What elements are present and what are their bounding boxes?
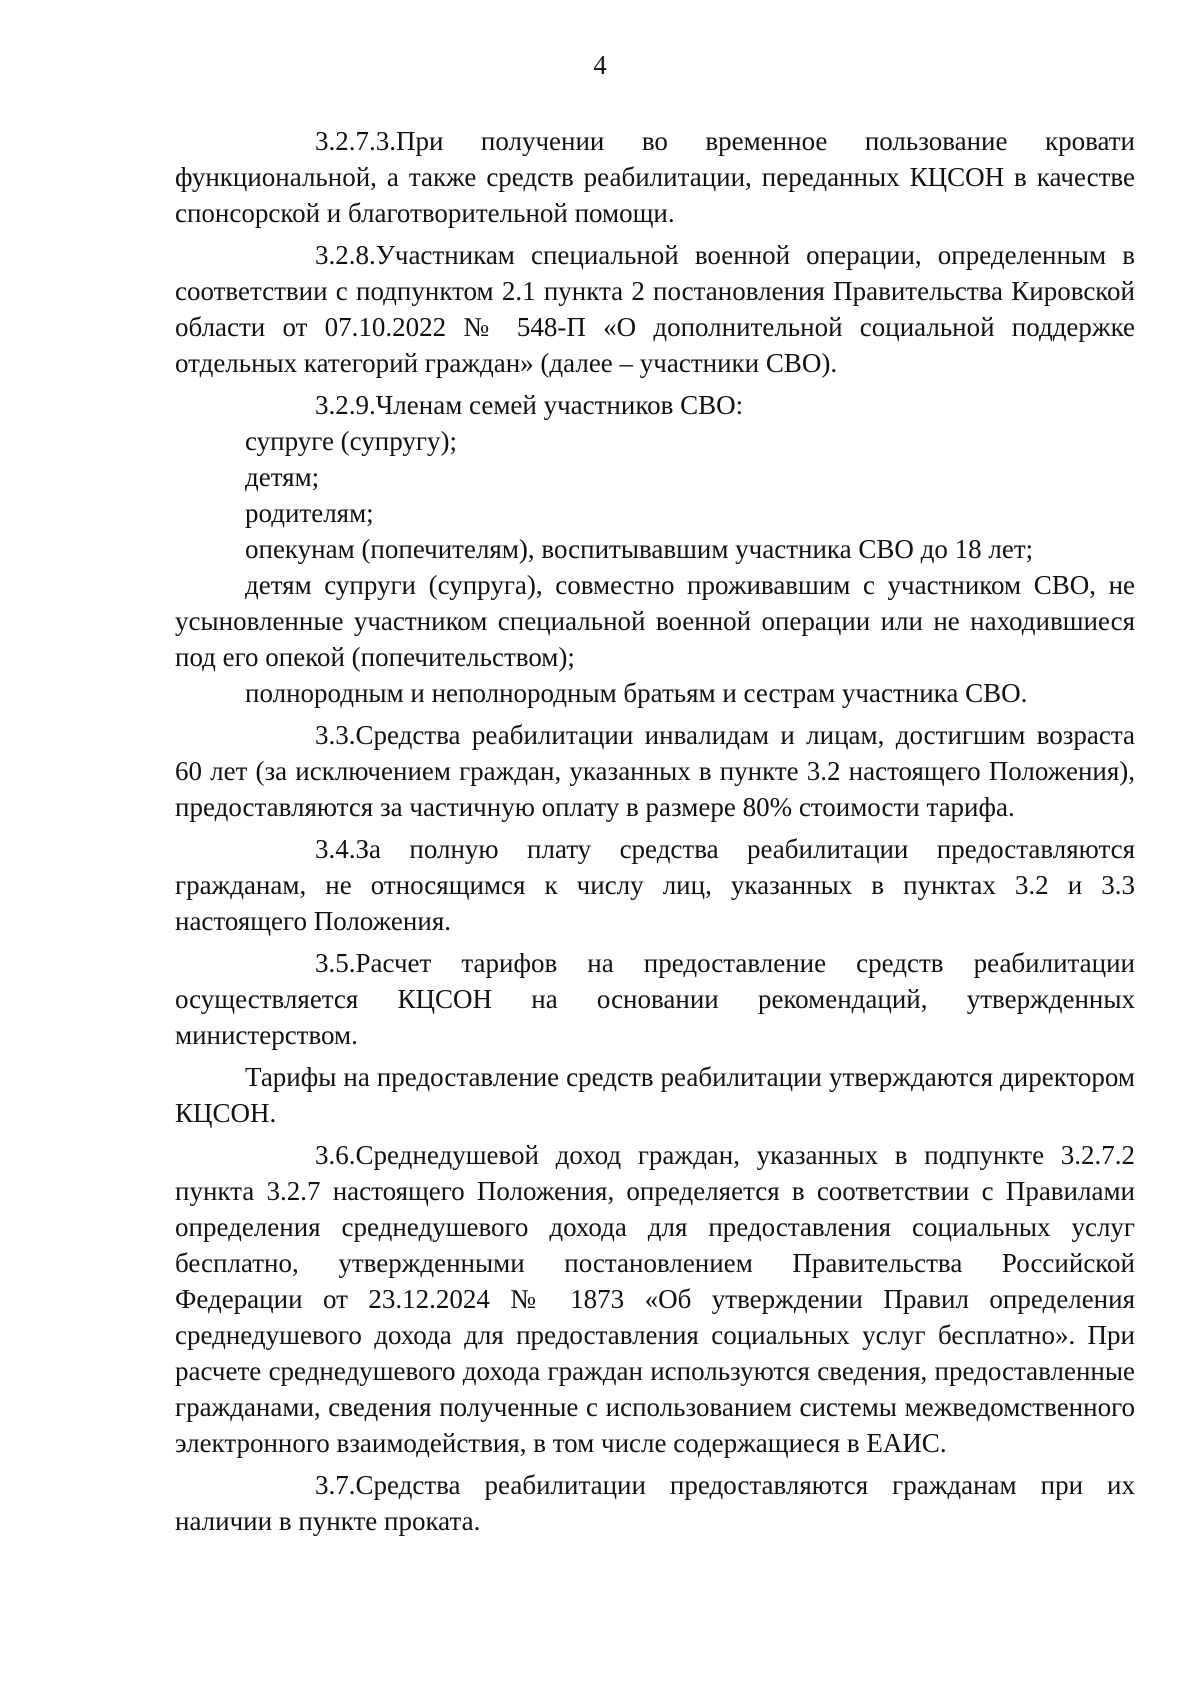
paragraph-number: 3.4. bbox=[315, 834, 356, 864]
list-item-parents bbox=[175, 495, 1135, 531]
list-item-stepchildren bbox=[175, 567, 1135, 675]
paragraph-3-5 bbox=[175, 945, 1135, 1053]
list-item-siblings bbox=[175, 675, 1135, 711]
list-item-children bbox=[175, 459, 1135, 495]
paragraph-3-2-9 bbox=[175, 387, 1135, 423]
paragraph-text: опекунам (попечителям), воспитывавшим участника СВО до 18 лет; bbox=[245, 534, 1034, 564]
paragraph-text: супруге (супругу); bbox=[245, 426, 457, 456]
paragraph-text: Тарифы на предоставление средств реабилитации утверждаются директором КЦСОН. bbox=[175, 1062, 1135, 1128]
list-item-guardians bbox=[175, 531, 1135, 567]
paragraph-text: Участникам специальной военной операции, определенным в соответствии с подпунктом 2.1 пункта 2 постановления Правительства Кировской области от 07.10.2022 № 548-П «О дополнительной социальной поддержке отдельных категорий граждан» (далее – участники СВО). bbox=[175, 240, 1135, 378]
paragraph-number: 3.6. bbox=[315, 1140, 356, 1170]
paragraph-text: Членам семей участников СВО: bbox=[375, 390, 744, 420]
paragraph-3-7 bbox=[175, 1467, 1135, 1539]
paragraph-3-3 bbox=[175, 717, 1135, 825]
paragraph-number: 3.7. bbox=[315, 1470, 356, 1500]
paragraph-text: Расчет тарифов на предоставление средств реабилитации осуществляется КЦСОН на основании рекомендаций, утвержденных министерством. bbox=[175, 948, 1135, 1050]
paragraph-text: Средства реабилитации инвалидам и лицам, достигшим возраста 60 лет (за исключением граждан, указанных в пункте 3.2 настоящего Положения), предоставляются за частичную оплату в размере 80% стоимости тарифа. bbox=[175, 720, 1135, 822]
paragraph-3-2-8 bbox=[175, 237, 1135, 381]
paragraph-text: За полную плату средства реабилитации предоставляются гражданам, не относящимся к числу лиц, указанных в пунктах 3.2 и 3.3 настоящего Положения. bbox=[175, 834, 1135, 936]
paragraph-3-6 bbox=[175, 1137, 1135, 1461]
paragraph-number: 3.2.9. bbox=[315, 390, 376, 420]
paragraph-number: 3.5. bbox=[315, 948, 356, 978]
paragraph-text: При получении во временное пользование кровати функциональной, а также средств реабилитации, переданных КЦСОН в качестве спонсорской и благотворительной помощи. bbox=[175, 126, 1135, 228]
paragraph-text: Средства реабилитации предоставляются гражданам при их наличии в пункте проката. bbox=[175, 1470, 1135, 1536]
paragraph-text: детям; bbox=[245, 462, 320, 492]
page-number: 4 bbox=[593, 50, 607, 80]
list-item-spouse bbox=[175, 423, 1135, 459]
paragraph-number: 3.3. bbox=[315, 720, 356, 750]
paragraph-3-2-7-3 bbox=[175, 123, 1135, 231]
paragraph-number: 3.2.8. bbox=[315, 240, 376, 270]
paragraph-text: детям супруги (супруга), совместно проживавшим с участником СВО, не усыновленные участником специальной военной операции или не находившиеся под его опекой (попечительством); bbox=[175, 570, 1135, 672]
paragraph-number: 3.2.7.3. bbox=[315, 126, 396, 156]
paragraph-text: полнородным и неполнородным братьям и сестрам участника СВО. bbox=[245, 678, 1028, 708]
paragraph-3-4 bbox=[175, 831, 1135, 939]
paragraph-tariffs bbox=[175, 1059, 1135, 1131]
paragraph-text: родителям; bbox=[245, 498, 374, 528]
document-body bbox=[175, 123, 1135, 1539]
paragraph-text: Среднедушевой доход граждан, указанных в подпункте 3.2.7.2 пункта 3.2.7 настоящего Положения, определяется в соответствии с Правилами определения среднедушевого дохода для предоставления социальных услуг бесплатно, утвержденными постановлением Правительства Российской Федерации от 23.12.2024 № 1873 «Об утверждении Правил определения среднедушевого дохода для предоставления социальных услуг бесплатно». При расчете среднедушевого дохода граждан используются сведения, предоставленные гражданами, сведения полученные с использованием системы межведомственного электронного взаимодействия, в том числе содержащиеся в ЕАИС. bbox=[175, 1140, 1135, 1458]
